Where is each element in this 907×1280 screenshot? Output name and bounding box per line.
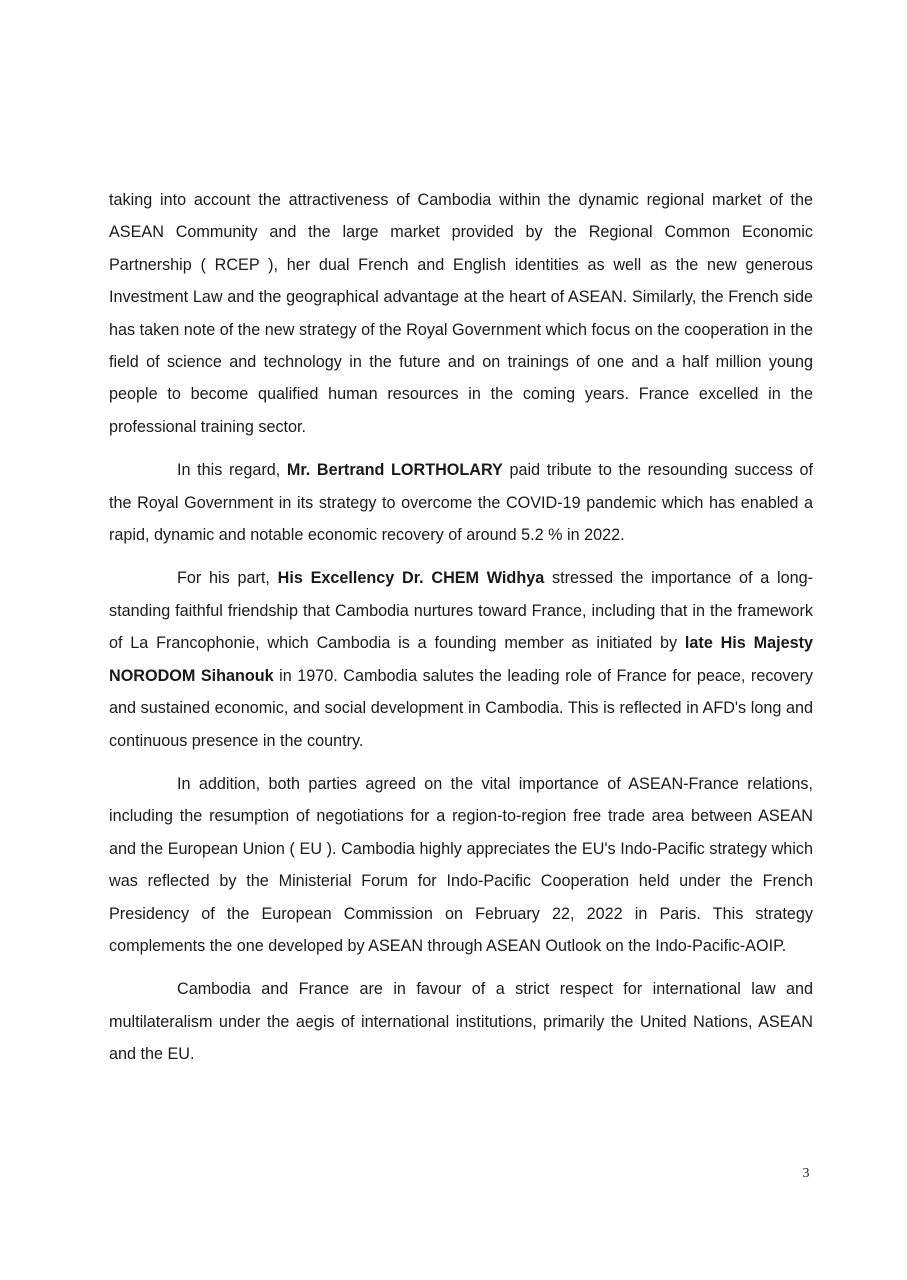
- paragraph-text: In this regard,: [177, 461, 287, 480]
- person-name-norodom-sihanouk: late His Majesty NORODOM Sihanouk: [109, 634, 813, 685]
- paragraph-lortholary-tribute: [109, 454, 813, 551]
- document-body: [109, 184, 813, 1082]
- paragraph-continuation: taking into account the attractiveness of Cambodia within the dynamic regional market of the ASEAN Community and the large market provided by the Regional Common Economic Partnership ( RCEP ), her dual French and English identities as well as the new generous Investment Law and the geographical advantage at the heart of ASEAN. Similarly, the French side has taken note of the new strategy of the Royal Government which focus on the cooperation in the field of science and technology in the future and on trainings of one and a half million young people to become qualified human resources in the coming years. France excelled in the professional training sector.: [109, 191, 813, 436]
- paragraph-text: in 1970. Cambodia salutes the leading role of France for peace, recovery and sustained economic, and social development in Cambodia. This is reflected in AFD's long and continuous presence in the country.: [109, 666, 813, 750]
- paragraph-text: For his part,: [177, 569, 278, 588]
- paragraph-text: paid tribute to the resounding success of the Royal Government in its strategy to overcome the COVID-19 pandemic which has enabled a rapid, dynamic and notable economic recovery of around 5.2 % in 2022.: [109, 461, 813, 545]
- paragraph-international-law: Cambodia and France are in favour of a strict respect for international law and multilateralism under the aegis of international institutions, primarily the United Nations, ASEAN and the EU.: [109, 980, 813, 1064]
- paragraph-text: stressed the importance of a long-standing faithful friendship that Cambodia nurtures toward France, including that in the framework of La Francophonie, which Cambodia is a founding member as initiated by: [109, 569, 814, 653]
- person-name-chem-widhya: His Excellency Dr. CHEM Widhya: [277, 569, 545, 588]
- paragraph-asean-france-relations: In addition, both parties agreed on the vital importance of ASEAN-France relations, including the resumption of negotiations for a region-to-region free trade area between ASEAN and the European Union ( EU ). Cambodia highly appreciates the EU's Indo-Pacific strategy which was reflected by the Ministerial Forum for Indo-Pacific Cooperation held under the French Presidency of the European Commission on February 22, 2022 in Paris. This strategy complements the one developed by ASEAN through ASEAN Outlook on the Indo-Pacific-AOIP.: [109, 774, 813, 955]
- person-name-lortholary: Mr. Bertrand LORTHOLARY: [286, 461, 503, 480]
- paragraph-chem-widhya: [109, 562, 813, 756]
- page-number: 3: [802, 1166, 810, 1181]
